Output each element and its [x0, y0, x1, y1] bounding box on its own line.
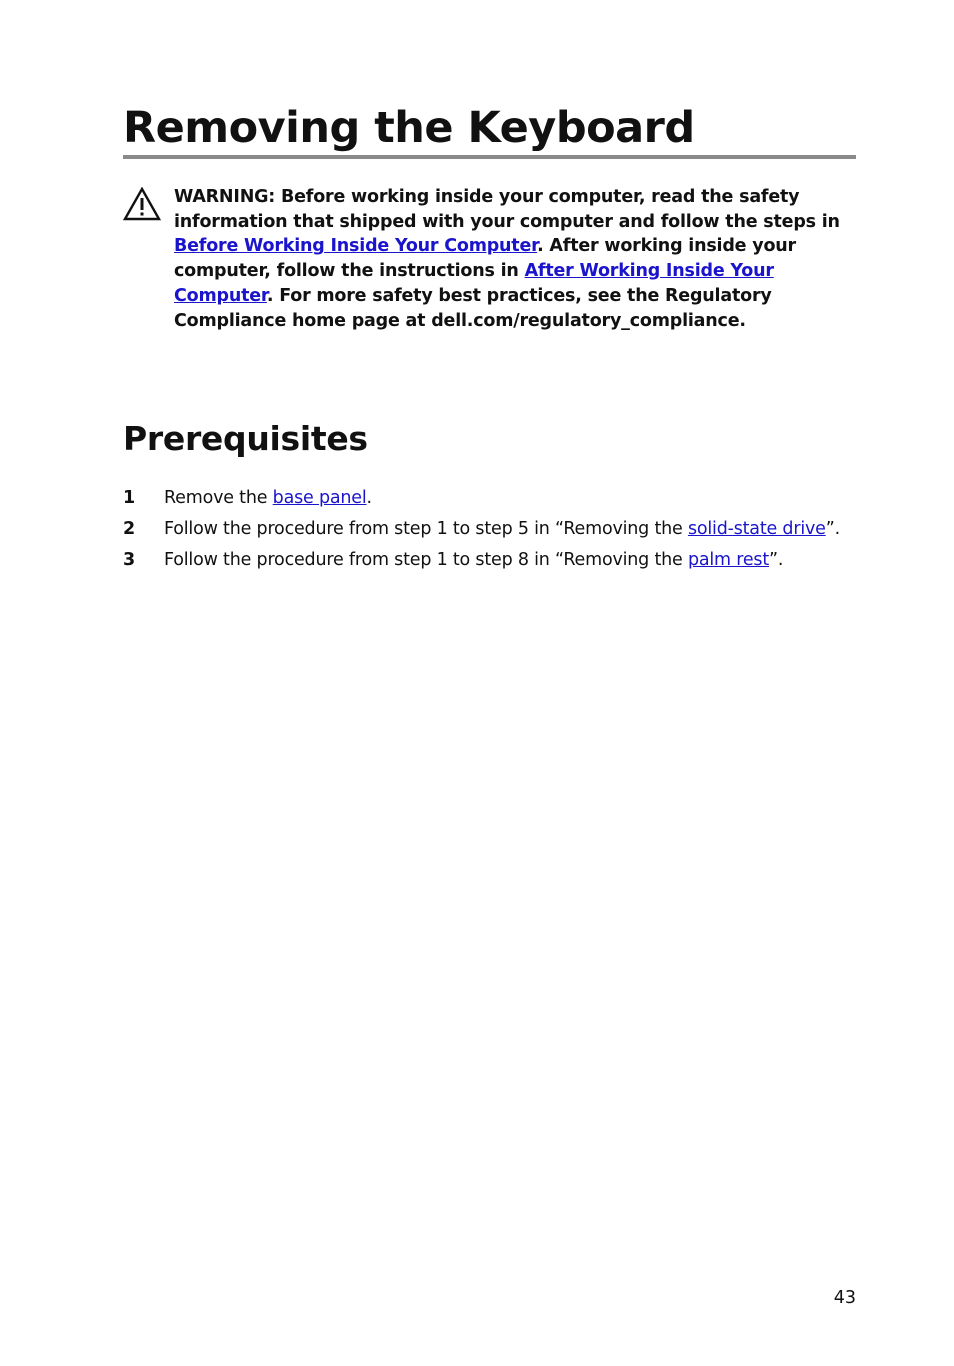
step-number: 3 [123, 550, 135, 570]
step-text: Remove the [164, 488, 273, 508]
step-text-end: ”. [769, 550, 784, 570]
base-panel-link[interactable]: base panel [272, 488, 367, 508]
warning-text-part-1: WARNING: Before working inside your computer, read the safety information that shipped with your computer and follow the steps in [174, 187, 840, 232]
step-number: 2 [123, 519, 135, 539]
prerequisites-heading: Prerequisites [123, 419, 368, 458]
palm-rest-link[interactable]: palm rest [687, 550, 770, 570]
step-text: Follow the procedure from step 1 to step 8 in “Removing the [164, 550, 688, 570]
step-item [123, 548, 843, 573]
step-item [123, 486, 843, 511]
after-working-inside-link[interactable]: After Working Inside Your Computer [174, 261, 774, 306]
before-working-inside-link[interactable]: Before Working Inside Your Computer [174, 236, 538, 257]
prerequisites-steps [123, 486, 843, 579]
step-item [123, 517, 843, 542]
solid-state-drive-link[interactable]: solid-state drive [687, 519, 826, 539]
warning-notice [174, 185, 859, 333]
warning-triangle-icon [123, 187, 161, 221]
page-number: 43 [833, 1288, 856, 1308]
step-number: 1 [123, 488, 135, 508]
step-text-end: ”. [825, 519, 840, 539]
step-text: Follow the procedure from step 1 to step 5 in “Removing the [164, 519, 688, 539]
warning-text-part-3: . For more safety best practices, see the Regulatory Compliance home page at dell.com/regulatory_compliance. [174, 285, 772, 331]
page-title: Removing the Keyboard [123, 103, 695, 153]
title-divider [123, 155, 856, 159]
step-text-end: . [366, 488, 372, 508]
warning-text-part-2: . After working inside your computer, follow the instructions in [174, 236, 796, 282]
